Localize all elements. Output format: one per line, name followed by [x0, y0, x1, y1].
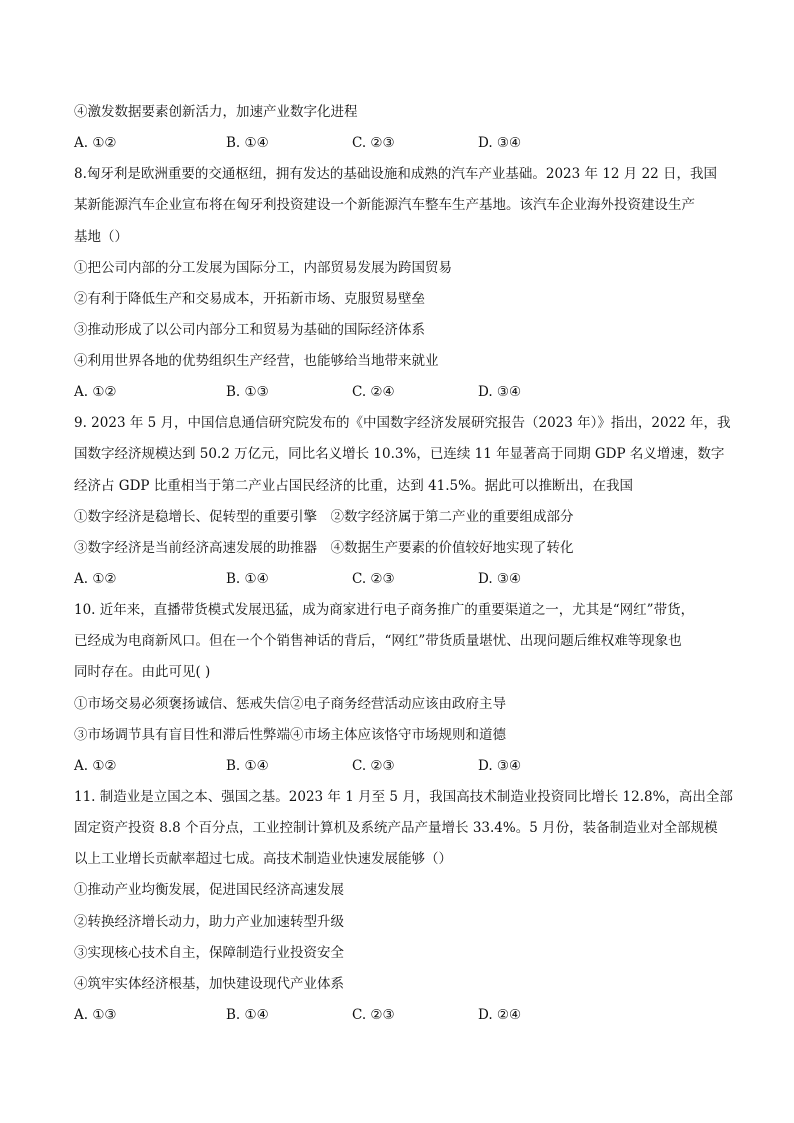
option-d: D. ②④ [478, 1007, 522, 1023]
answer-options-q8 [74, 382, 674, 402]
option-d: D. ③④ [478, 758, 522, 774]
option-b: B. ①④ [226, 135, 269, 151]
statement-line: ②转换经济增长动力，助力产业加速转型升级 [74, 914, 344, 930]
statement-line: ③市场调节具有盲目性和滞后性弊端④市场主体应该恪守市场规则和道德 [74, 727, 506, 743]
option-c: C. ②③ [352, 1007, 395, 1023]
statement-line: ①推动产业均衡发展，促进国民经济高速发展 [74, 882, 344, 898]
option-a: A. ①② [74, 384, 117, 400]
statement-line: ④筑牢实体经济根基，加快建设现代产业体系 [74, 976, 344, 992]
option-a: A. ①② [74, 758, 117, 774]
question-11-stem: 固定资产投资 8.8 个百分点，工业控制计算机及系统产品产量增长 33.4%。5 月份，装备制造业对全部规模 [74, 820, 718, 836]
statement-line: ①把公司内部的分工发展为国际分工，内部贸易发展为跨国贸易 [74, 260, 452, 276]
option-c: C. ②③ [352, 571, 395, 587]
option-c: C. ②④ [352, 384, 395, 400]
question-10-stem: 同时存在。由此可见( ) [74, 664, 211, 680]
option-b: B. ①④ [226, 1007, 269, 1023]
question-9-stem: 国数字经济规模达到 50.2 万亿元，同比名义增长 10.3%，已连续 11 年显著高于同期 GDP 名义增速，数字 [74, 446, 725, 462]
option-a: A. ①③ [74, 1007, 117, 1023]
answer-options-q7 [74, 133, 674, 153]
option-d: D. ③④ [478, 135, 522, 151]
statement-line: ④激发数据要素创新活力，加速产业数字化进程 [74, 104, 358, 120]
option-d: D. ③④ [478, 571, 522, 587]
option-b: B. ①④ [226, 571, 269, 587]
option-b: B. ①③ [226, 384, 269, 400]
statement-line: ④利用世界各地的优势组织生产经营，也能够给当地带来就业 [74, 353, 439, 369]
answer-options-q9 [74, 569, 674, 589]
option-a: A. ①② [74, 135, 117, 151]
option-c: C. ②③ [352, 758, 395, 774]
question-8-stem: 基地（） [74, 229, 128, 245]
statement-line: ③数字经济是当前经济高速发展的助推器 ④数据生产要素的价值较好地实现了转化 [74, 540, 574, 556]
question-8-stem: 某新能源汽车企业宣布将在匈牙利投资建设一个新能源汽车整车生产基地。该汽车企业海外投资建设生产 [74, 197, 695, 213]
option-c: C. ②③ [352, 135, 395, 151]
question-8-stem: 8.匈牙利是欧洲重要的交通枢纽，拥有发达的基础设施和成熟的汽车产业基础。2023 年 12 月 22 日，我国 [74, 166, 718, 182]
statement-line: ③实现核心技术自主，保障制造行业投资安全 [74, 945, 344, 961]
question-10-stem: 10. 近年来，直播带货模式发展迅猛，成为商家进行电子商务推广的重要渠道之一，尤其是“网红”带货， [74, 602, 695, 618]
answer-options-q11 [74, 1005, 674, 1025]
question-11-stem: 11. 制造业是立国之本、强国之基。2023 年 1 月至 5 月，我国高技术制造业投资同比增长 12.8%，高出全部 [74, 789, 733, 805]
question-9-stem: 9. 2023 年 5 月，中国信息通信研究院发布的《中国数字经济发展研究报告（2023 年）》指出，2022 年，我 [74, 415, 731, 431]
statement-line: ③推动形成了以公司内部分工和贸易为基础的国际经济体系 [74, 322, 425, 338]
option-d: D. ③④ [478, 384, 522, 400]
statement-line: ②有利于降低生产和交易成本，开拓新市场、克服贸易壁垒 [74, 291, 425, 307]
option-a: A. ①② [74, 571, 117, 587]
question-9-stem: 经济占 GDP 比重相当于第二产业占国民经济的比重，达到 41.5%。据此可以推断出，在我国 [74, 478, 633, 494]
statement-line: ①数字经济是稳增长、促转型的重要引擎 ②数字经济属于第二产业的重要组成部分 [74, 509, 574, 525]
option-b: B. ①④ [226, 758, 269, 774]
question-11-stem: 以上工业增长贡献率超过七成。高技术制造业快速发展能够（） [74, 851, 452, 867]
statement-line: ①市场交易必须褒扬诚信、惩戒失信②电子商务经营活动应该由政府主导 [74, 696, 506, 712]
answer-options-q10 [74, 756, 674, 776]
question-10-stem: 已经成为电商新风口。但在一个个销售神话的背后，“网红”带货质量堪忧、出现问题后维权难等现象也 [74, 633, 682, 649]
